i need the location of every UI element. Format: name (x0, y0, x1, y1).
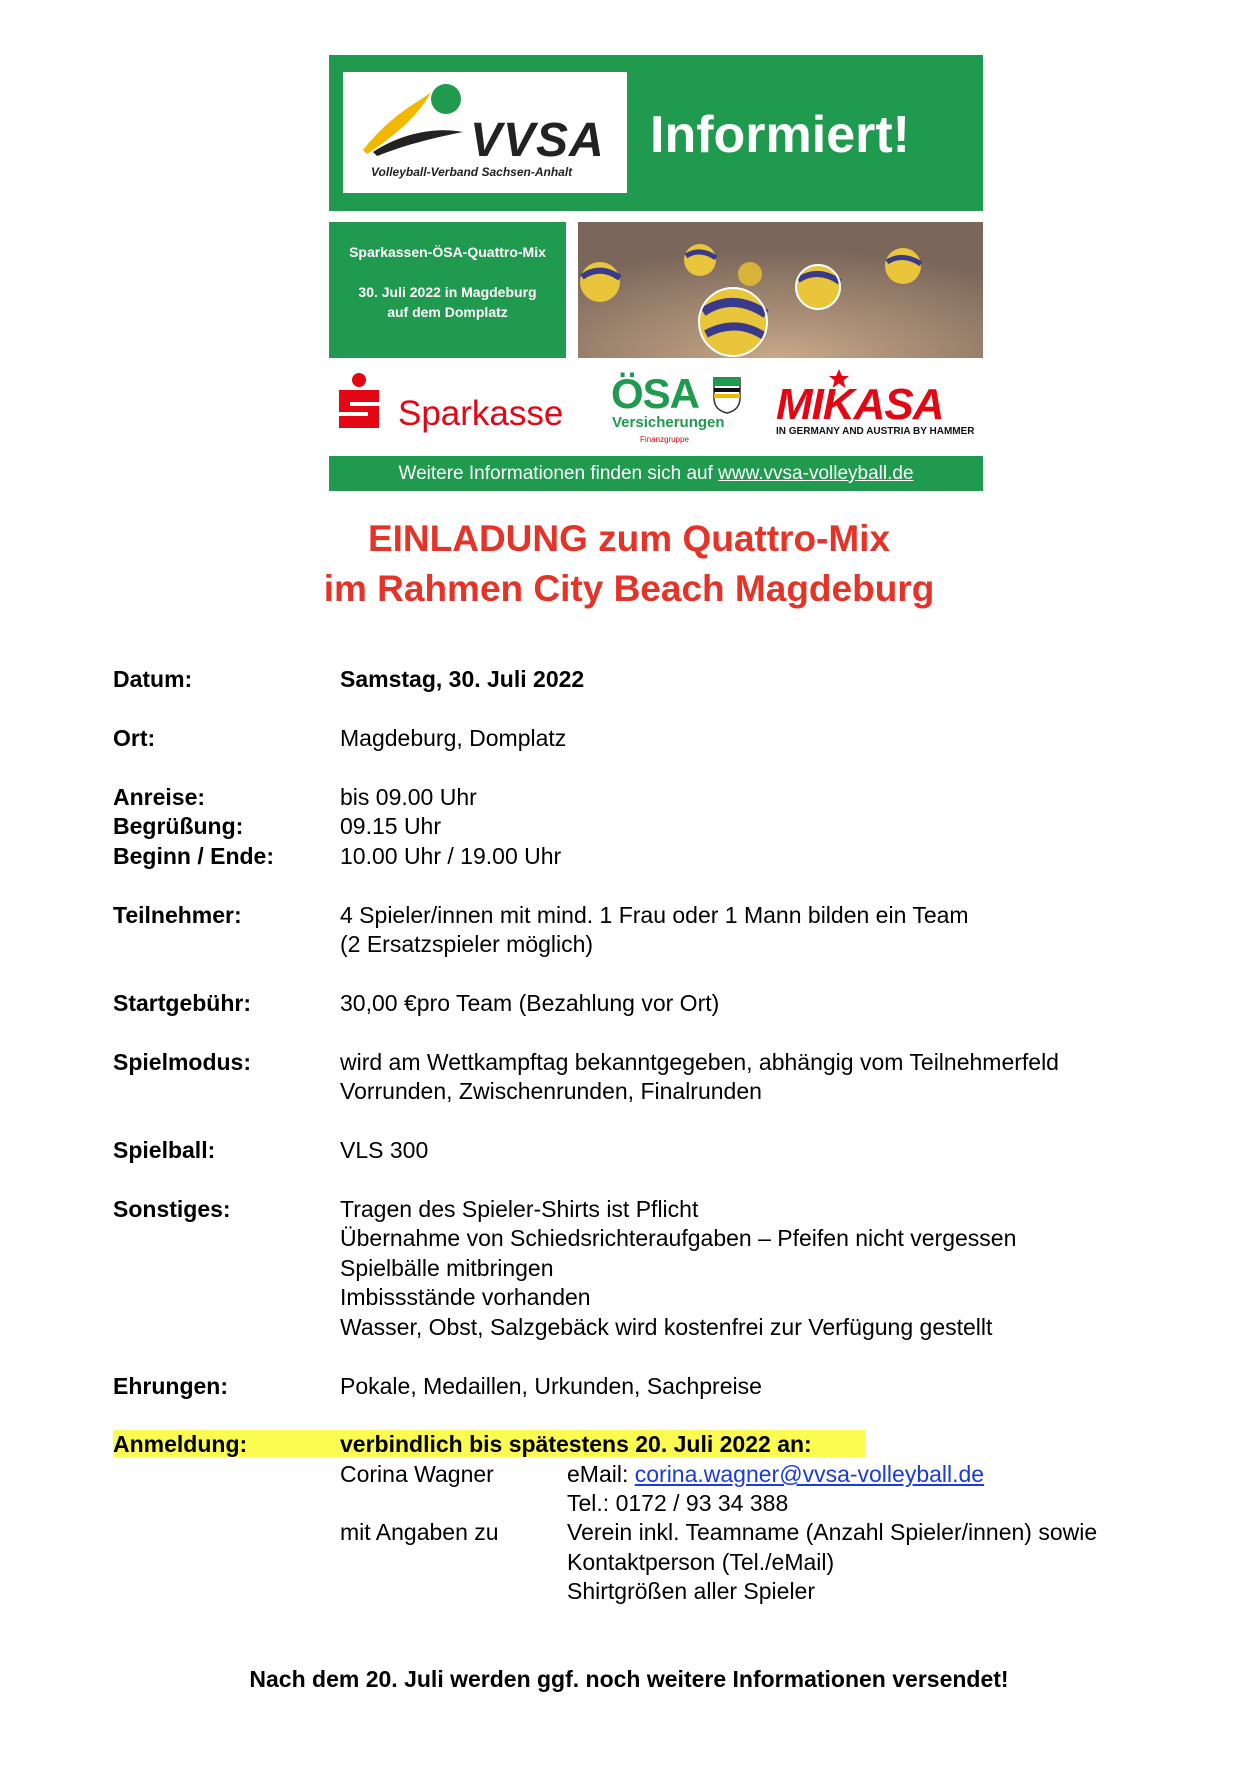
oesa-logo-text: ÖSA (611, 370, 700, 417)
sonstiges-item: Tragen des Spieler-Shirts ist Pflicht (340, 1196, 699, 1222)
page-title-line2: im Rahmen City Beach Magdeburg (323, 568, 935, 609)
sonstiges-label: Sonstiges: (113, 1196, 231, 1222)
ort-label: Ort: (113, 725, 156, 751)
anmeldung-value: verbindlich bis spätestens 20. Juli 2022 an: (340, 1431, 812, 1457)
closing-note: Nach dem 20. Juli werden ggf. noch weitere Informationen versendet! (249, 1666, 1009, 1692)
headline: Informiert! (650, 106, 910, 164)
teilnehmer-value-2: (2 Ersatzspieler möglich) (340, 931, 594, 957)
angaben-item: Kontaktperson (Tel./eMail) (567, 1549, 835, 1575)
angaben-item: Verein inkl. Teamname (Anzahl Spieler/innen) sowie (567, 1519, 1098, 1545)
angaben-label: mit Angaben zu (340, 1519, 499, 1545)
anreise-label: Anreise: (113, 784, 206, 810)
tel-value: Tel.: 0172 / 93 34 388 (567, 1490, 789, 1516)
mikasa-logo-text: MIKASA (776, 380, 944, 429)
beginn-value: 10.00 Uhr / 19.00 Uhr (340, 843, 562, 869)
begruessung-value: 09.15 Uhr (340, 813, 442, 839)
anreise-value: bis 09.00 Uhr (340, 784, 477, 810)
sonstiges-item: Spielbälle mitbringen (340, 1255, 554, 1281)
startgebuehr-label: Startgebühr: (113, 990, 251, 1016)
spielmodus-label: Spielmodus: (113, 1049, 252, 1075)
anmeldung-label: Anmeldung: (113, 1431, 248, 1457)
oesa-finanzgruppe: Finanzgruppe (640, 435, 689, 444)
email-label: eMail: (567, 1461, 635, 1487)
ehrungen-label: Ehrungen: (113, 1373, 228, 1399)
page-title-line1: EINLADUNG zum Quattro-Mix (367, 518, 891, 559)
beach-volleyball-photo (578, 222, 983, 358)
info-strip (329, 456, 983, 491)
logo-subtitle: Volleyball-Verband Sachsen-Anhalt (371, 165, 573, 179)
sonstiges-item: Übernahme von Schiedsrichteraufgaben – Pfeifen nicht vergessen (340, 1225, 1017, 1251)
sonstiges-item: Wasser, Obst, Salzgebäck wird kostenfrei zur Verfügung gestellt (340, 1314, 993, 1340)
event-date: 30. Juli 2022 in Magdeburg (358, 284, 537, 300)
sparkasse-icon (334, 372, 384, 437)
event-info-box (329, 222, 566, 358)
spielball-value: VLS 300 (340, 1137, 429, 1163)
sparkasse-logo-text: Sparkasse (398, 394, 564, 433)
ehrungen-value: Pokale, Medaillen, Urkunden, Sachpreise (340, 1373, 762, 1399)
info-strip-text: Weitere Informationen finden sich auf (398, 463, 719, 484)
email-row (567, 1461, 984, 1488)
volleyballs-icon (578, 222, 983, 358)
contact-name: Corina Wagner (340, 1461, 494, 1487)
event-name: Sparkassen-ÖSA-Quattro-Mix (349, 244, 546, 260)
email-link[interactable]: corina.wagner@vvsa-volleyball.de (634, 1461, 985, 1487)
teilnehmer-label: Teilnehmer: (113, 902, 242, 928)
coat-of-arms-icon (712, 376, 742, 419)
sonstiges-item: Imbissstände vorhanden (340, 1284, 591, 1310)
website-link[interactable]: www.vvsa-volleyball.de (718, 463, 914, 484)
ort-value: Magdeburg, Domplatz (340, 725, 567, 751)
beginn-label: Beginn / Ende: (113, 843, 274, 869)
begruessung-label: Begrüßung: (113, 813, 244, 839)
angaben-item: Shirtgrößen aller Spieler (567, 1578, 816, 1604)
oesa-subtitle: Versicherungen (612, 414, 725, 431)
teilnehmer-value: 4 Spieler/innen mit mind. 1 Frau oder 1 Mann bilden ein Team (340, 902, 969, 928)
logo-text: VVSA (470, 114, 605, 167)
spielmodus-value-2: Vorrunden, Zwischenrunden, Finalrunden (340, 1078, 762, 1104)
spielball-label: Spielball: (113, 1137, 216, 1163)
mikasa-subtitle: IN GERMANY AND AUSTRIA BY HAMMER (776, 426, 975, 437)
event-location: auf dem Domplatz (387, 304, 508, 320)
datum-label: Datum: (113, 666, 193, 692)
datum-value: Samstag, 30. Juli 2022 (340, 666, 585, 692)
startgebuehr-value: 30,00 €pro Team (Bezahlung vor Ort) (340, 990, 720, 1016)
spielmodus-value: wird am Wettkampftag bekanntgegeben, abhängig vom Teilnehmerfeld (340, 1049, 1059, 1075)
